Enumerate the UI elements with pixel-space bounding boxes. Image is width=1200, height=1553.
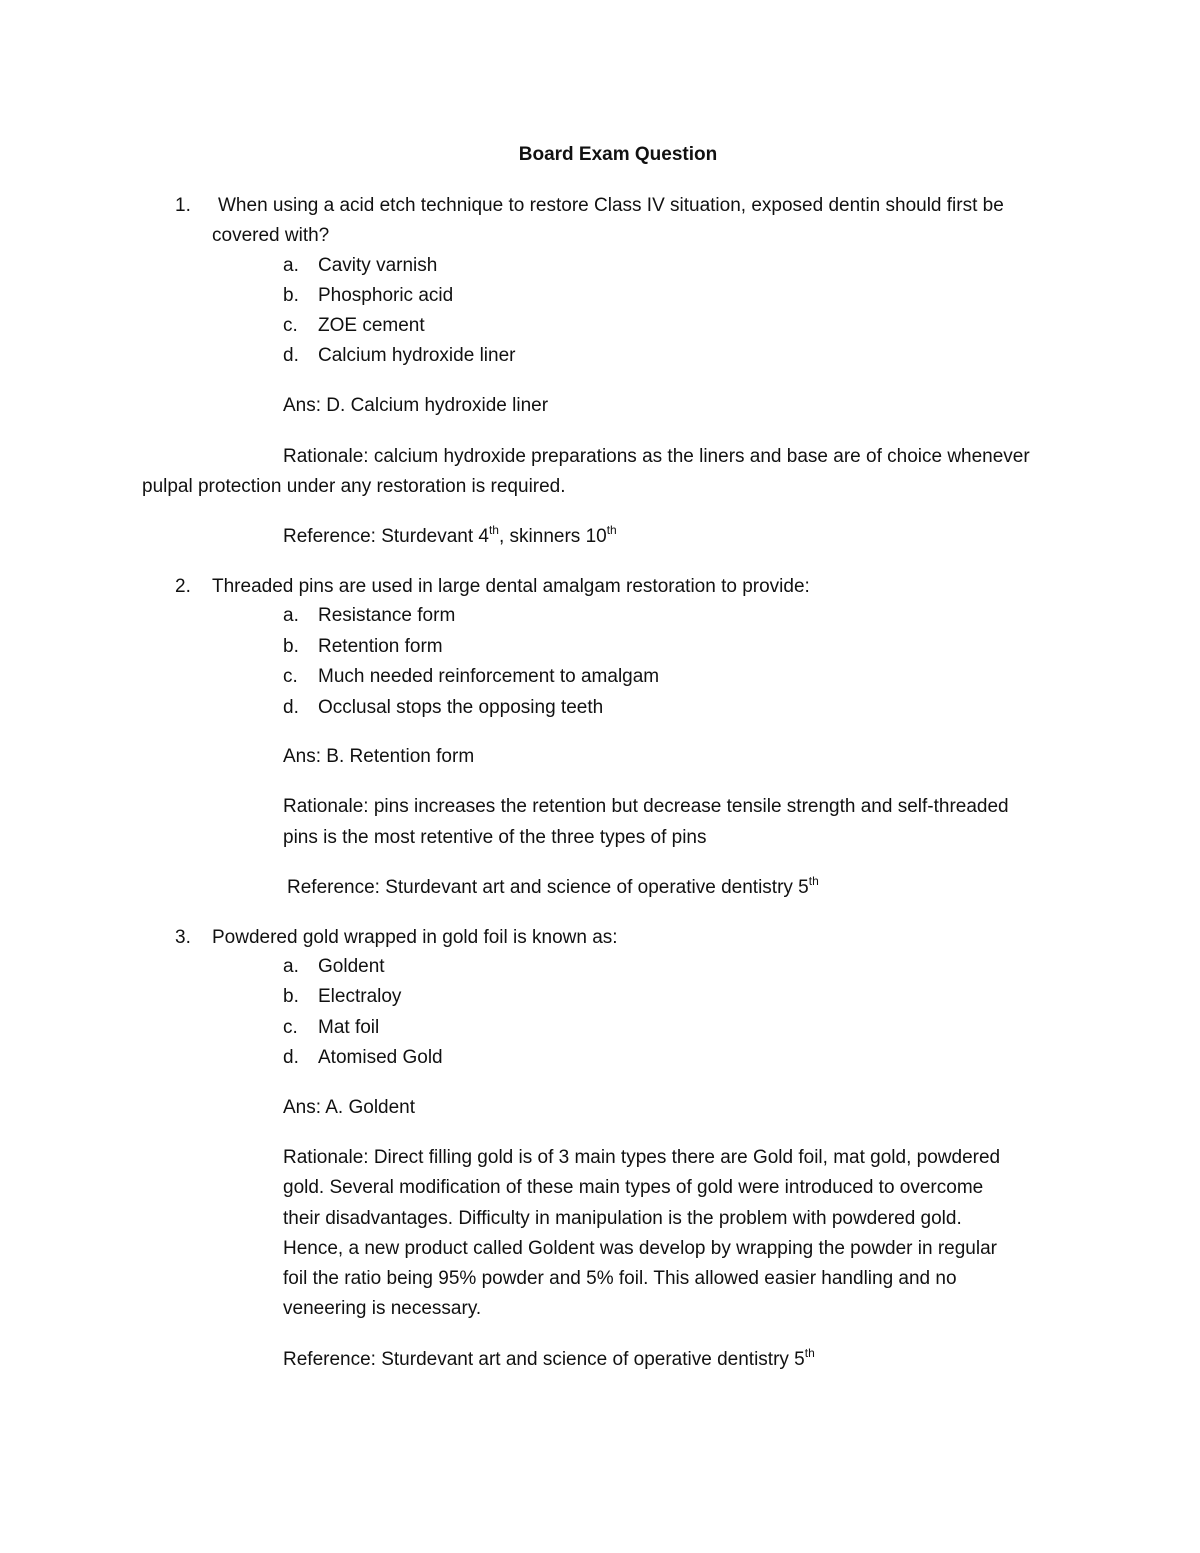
question-2-option-a-letter: a. xyxy=(283,605,299,626)
question-1-option-a-text: Cavity varnish xyxy=(318,255,438,276)
question-1-rationale-line-2: pulpal protection under any restoration is required. xyxy=(142,476,566,497)
question-1-option-c-text: ZOE cement xyxy=(318,315,425,336)
question-1-option-b-text: Phosphoric acid xyxy=(318,285,454,306)
question-1-reference-part-1: Reference: Sturdevant 4 xyxy=(283,526,489,547)
question-2-text-line-1: Threaded pins are used in large dental amalgam restoration to provide: xyxy=(212,576,810,597)
question-1-option-a-letter: a. xyxy=(283,255,299,276)
question-1-number: 1. xyxy=(175,195,191,216)
question-3-option-c-letter: c. xyxy=(283,1017,298,1038)
question-3-reference-sup: th xyxy=(804,1345,815,1360)
question-1-reference xyxy=(283,522,617,549)
question-1-reference-part-2: , skinners 10 xyxy=(498,526,607,547)
question-1-option-c-letter: c. xyxy=(283,315,298,336)
document-title: Board Exam Question xyxy=(518,144,718,165)
question-3-option-c-text: Mat foil xyxy=(318,1017,380,1038)
question-3-number: 3. xyxy=(175,927,191,948)
question-3-option-b-text: Electraloy xyxy=(318,986,402,1007)
question-3-rationale-line-4: Hence, a new product called Goldent was develop by wrapping the powder in regular xyxy=(283,1238,997,1259)
question-3-rationale-line-1: Rationale: Direct filling gold is of 3 main types there are Gold foil, mat gold, powdered xyxy=(283,1147,1001,1168)
question-3-reference-part-1: Reference: Sturdevant art and science of operative dentistry 5 xyxy=(283,1349,805,1370)
question-1-rationale-line-1: Rationale: calcium hydroxide preparations as the liners and base are of choice whenever xyxy=(283,446,1030,467)
question-2-rationale-line-1: Rationale: pins increases the retention but decrease tensile strength and self-threaded xyxy=(283,796,1009,817)
question-1-text-line-2: covered with? xyxy=(212,225,330,246)
question-3-rationale-line-5: foil the ratio being 95% powder and 5% foil. This allowed easier handling and no xyxy=(283,1268,957,1289)
question-1-reference-sup-2: th xyxy=(606,522,617,537)
question-2-option-d-letter: d. xyxy=(283,697,299,718)
question-3-answer: Ans: A. Goldent xyxy=(283,1097,416,1118)
question-3-option-d-text: Atomised Gold xyxy=(318,1047,443,1068)
question-2-option-c-text: Much needed reinforcement to amalgam xyxy=(318,666,660,687)
question-2-reference xyxy=(287,873,819,900)
question-3-option-a-text: Goldent xyxy=(318,956,385,977)
question-3-rationale-line-2: gold. Several modification of these main types of gold were introduced to overcome xyxy=(283,1177,984,1198)
question-2-answer: Ans: B. Retention form xyxy=(283,746,475,767)
question-2-option-d-text: Occlusal stops the opposing teeth xyxy=(318,697,604,718)
question-3-option-b-letter: b. xyxy=(283,986,299,1007)
question-3-rationale-line-6: veneering is necessary. xyxy=(283,1298,482,1319)
question-2-rationale-line-2: pins is the most retentive of the three types of pins xyxy=(283,827,707,848)
question-2-reference-part-1: Reference: Sturdevant art and science of operative dentistry 5 xyxy=(287,877,809,898)
question-2-option-a-text: Resistance form xyxy=(318,605,456,626)
question-1-answer: Ans: D. Calcium hydroxide liner xyxy=(283,395,549,416)
question-2-option-c-letter: c. xyxy=(283,666,298,687)
question-1-option-d-letter: d. xyxy=(283,345,299,366)
question-1-text-line-1: When using a acid etch technique to restore Class IV situation, exposed dentin should first be xyxy=(218,195,1004,216)
question-3-option-d-letter: d. xyxy=(283,1047,299,1068)
question-3-option-a-letter: a. xyxy=(283,956,299,977)
question-3-text-line-1: Powdered gold wrapped in gold foil is known as: xyxy=(212,927,618,948)
question-1-reference-sup-1: th xyxy=(488,522,499,537)
question-2-number: 2. xyxy=(175,576,191,597)
question-1-option-b-letter: b. xyxy=(283,285,299,306)
question-2-reference-sup: th xyxy=(808,873,819,888)
question-1-option-d-text: Calcium hydroxide liner xyxy=(318,345,516,366)
question-2-option-b-text: Retention form xyxy=(318,636,443,657)
question-3-rationale-line-3: their disadvantages. Difficulty in manipulation is the problem with powdered gold. xyxy=(283,1208,962,1229)
question-2-option-b-letter: b. xyxy=(283,636,299,657)
question-3-reference xyxy=(283,1345,815,1372)
